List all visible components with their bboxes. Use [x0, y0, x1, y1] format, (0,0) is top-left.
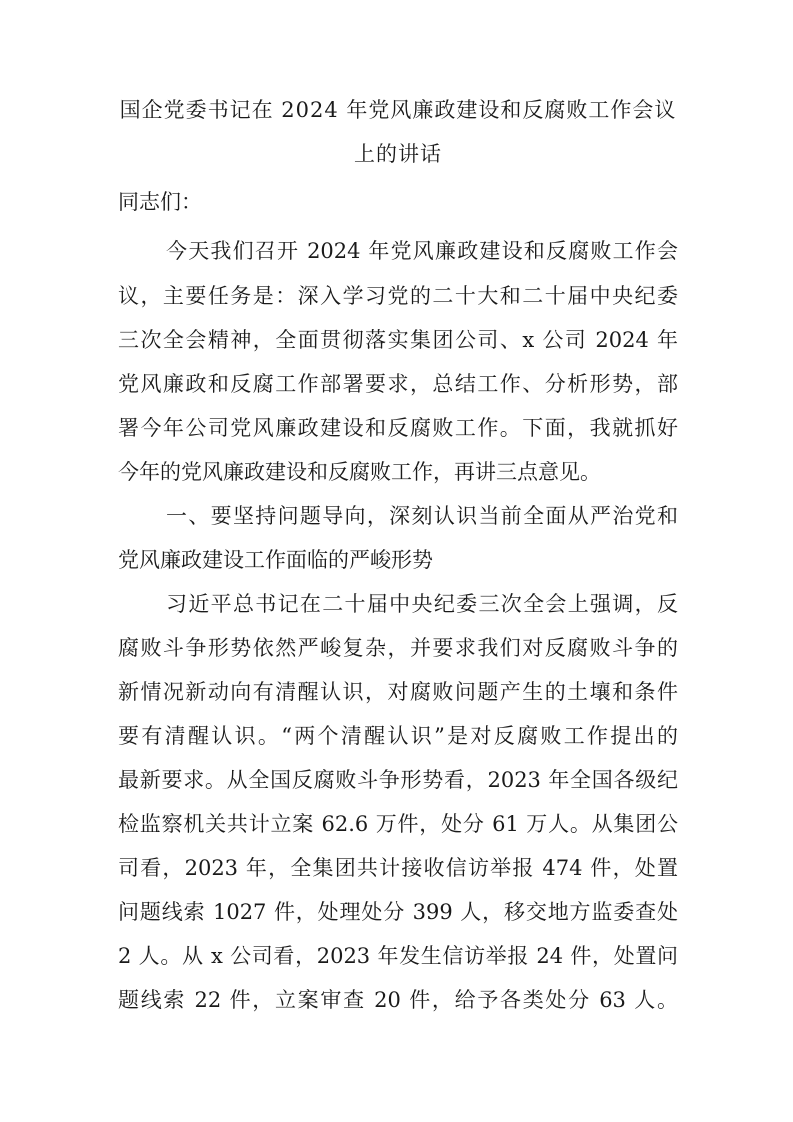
paragraph-1-line-3: 三次全会精神，全面贯彻落实集团公司、x 公司 2024 年 [118, 328, 678, 352]
document-title-line-1: 国企党委书记在 2024 年党风廉政建设和反腐败工作会议 [119, 98, 677, 122]
paragraph-2-line-8: 问题线索 1027 件，处理处分 399 人，移交地方监委查处 [118, 900, 678, 924]
heading-1-line-2: 党风廉政建设工作面临的严峻形势 [118, 548, 433, 572]
paragraph-2-line-2: 腐败斗争形势依然严峻复杂，并要求我们对反腐败斗争的 [118, 636, 678, 660]
paragraph-2-line-3: 新情况新动向有清醒认识，对腐败问题产生的土壤和条件 [118, 680, 678, 704]
paragraph-2-line-10: 题线索 22 件，立案审查 20 件，给予各类处分 63 人。 [118, 988, 678, 1012]
paragraph-1-line-6: 今年的党风廉政建设和反腐败工作，再讲三点意见。 [118, 460, 601, 484]
heading-1-line-1: 一、要坚持问题导向，深刻认识当前全面从严治党和 [166, 504, 678, 528]
paragraph-2-line-4: 要有清醒认识。“两个清醒认识”是对反腐败工作提出的 [118, 724, 678, 748]
paragraph-2-line-1: 习近平总书记在二十届中央纪委三次全会上强调，反 [166, 592, 678, 616]
salutation: 同志们： [118, 190, 202, 214]
paragraph-2-line-6: 检监察机关共计立案 62.6 万件，处分 61 万人。从集团公 [118, 812, 678, 836]
paragraph-1-line-5: 署今年公司党风廉政建设和反腐败工作。下面，我就抓好 [118, 416, 678, 440]
paragraph-1-line-4: 党风廉政和反腐工作部署要求，总结工作、分析形势，部 [118, 372, 678, 396]
paragraph-2-line-9: 2 人。从 x 公司看，2023 年发生信访举报 24 件，处置问 [118, 944, 678, 968]
document-title-line-2: 上的讲话 [354, 142, 442, 166]
paragraph-1-line-2: 议，主要任务是：深入学习党的二十大和二十届中央纪委 [118, 284, 678, 308]
paragraph-1-line-1: 今天我们召开 2024 年党风廉政建设和反腐败工作会 [166, 239, 678, 263]
paragraph-2-line-7: 司看，2023 年，全集团共计接收信访举报 474 件，处置 [118, 856, 678, 880]
paragraph-2-line-5: 最新要求。从全国反腐败斗争形势看，2023 年全国各级纪 [118, 768, 678, 792]
